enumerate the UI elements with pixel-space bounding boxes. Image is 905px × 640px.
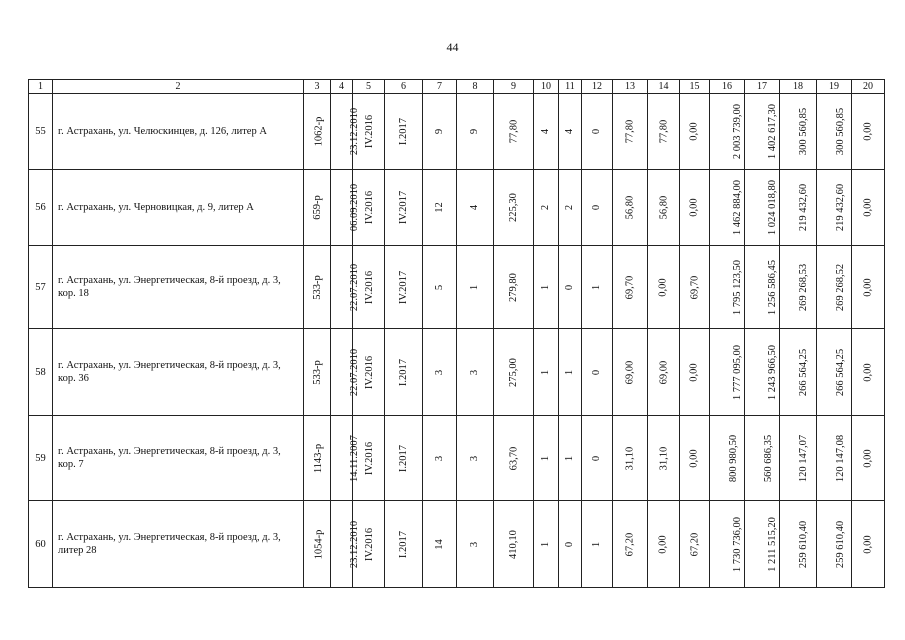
- cell-value: IV.2016: [364, 190, 376, 225]
- cell-value: 5: [434, 284, 445, 290]
- cell-cost-total: [710, 501, 745, 588]
- cell-area-relocation: [613, 94, 648, 170]
- cell-residents-total: [423, 501, 457, 588]
- cell-value: 533-р: [311, 274, 323, 300]
- cell-value: 69,70: [689, 275, 700, 299]
- cell-cost-regional: [780, 329, 817, 416]
- col-header: 4: [331, 80, 353, 94]
- cell-value: 259 610,40: [798, 520, 810, 568]
- col-header: 16: [710, 80, 745, 94]
- cell-value: 3: [469, 369, 481, 375]
- cell-rooms-other: [582, 416, 613, 501]
- cell-value: 259 610,40: [835, 520, 847, 568]
- cell-value: 0,00: [862, 277, 874, 297]
- cell-rooms-owned: [559, 416, 582, 501]
- cell-cost-extra: [852, 501, 885, 588]
- cell-residents-relocated: [457, 501, 494, 588]
- cell-value: 23.12.2010: [349, 107, 361, 156]
- cell-value: 1 211 515,20: [766, 516, 778, 572]
- col-header: 9: [494, 80, 534, 94]
- cell-value: 1: [469, 284, 481, 290]
- col-header: 11: [559, 80, 582, 94]
- cell-value: 0: [591, 128, 603, 135]
- cell-row-number: 56: [29, 170, 53, 246]
- cell-residents-total: [423, 416, 457, 501]
- col-header: 10: [534, 80, 559, 94]
- cell-value: 31,10: [658, 446, 669, 470]
- cell-value: I.2017: [398, 117, 409, 146]
- cell-value: 1 730 736,00: [732, 516, 744, 572]
- cell-cost-total: [710, 329, 745, 416]
- cell-decision-date: [331, 170, 361, 246]
- cell-cost-local: [817, 329, 852, 416]
- cell-area-owned: [648, 416, 680, 501]
- cell-area-owned: [648, 246, 680, 329]
- cell-value: 0,00: [689, 448, 700, 468]
- cell-value: 22.07.2010: [349, 263, 361, 311]
- cell-cost-local: [817, 94, 852, 170]
- cell-value: 06.09.2010: [349, 183, 361, 232]
- cell-value: 69,00: [658, 360, 669, 384]
- cell-value: 120 147,08: [835, 434, 847, 482]
- cell-value: 9: [469, 128, 481, 135]
- cell-value: 269 268,52: [835, 263, 847, 311]
- cell-address: г. Астрахань, ул. Энергетическая, 8-й проезд, д. 3, кор. 36: [53, 329, 304, 416]
- cell-area-other: [680, 170, 710, 246]
- cell-value: 1: [591, 284, 603, 290]
- cell-value: 3: [469, 541, 481, 547]
- cell-cost-fund: [745, 329, 780, 416]
- cell-cost-local: [817, 170, 852, 246]
- col-header: 3: [304, 80, 331, 94]
- cell-rooms-owned: [559, 501, 582, 588]
- cell-decision-number: [304, 170, 331, 246]
- cell-value: 0,00: [689, 198, 700, 217]
- cell-value: 1062-р: [313, 116, 325, 147]
- cell-residents-relocated: [457, 329, 494, 416]
- cell-area-other: [680, 246, 710, 329]
- cell-decision-number: [304, 94, 331, 170]
- cell-residents-total: [423, 246, 457, 329]
- cell-value: I.2017: [398, 530, 409, 558]
- table-row: [29, 246, 885, 329]
- cell-value: 1: [540, 369, 552, 375]
- cell-value: 225,30: [508, 193, 519, 222]
- cell-decision-number: [304, 416, 331, 501]
- cell-value: 0,00: [658, 277, 669, 297]
- cell-value: 56,80: [658, 195, 669, 220]
- cell-address: г. Астрахань, ул. Энергетическая, 8-й проезд, д. 3, литер 28: [53, 501, 304, 588]
- cell-value: IV.2016: [364, 355, 376, 389]
- cell-value: 4: [540, 128, 552, 135]
- cell-row-number: 59: [29, 416, 53, 501]
- col-header: 20: [852, 80, 885, 94]
- cell-address: г. Астрахань, ул. Челюскинцев, д. 126, литер А: [53, 94, 304, 170]
- cell-row-number: 60: [29, 501, 53, 588]
- cell-value: 1 777 095,00: [732, 344, 744, 400]
- cell-value: 533-р: [311, 359, 323, 385]
- cell-area-other: [680, 416, 710, 501]
- cell-decision-number: [304, 329, 331, 416]
- cell-value: 219 432,60: [835, 183, 847, 232]
- col-header: 19: [817, 80, 852, 94]
- cell-value: 1: [591, 541, 603, 547]
- cell-value: 1143-р: [313, 443, 325, 473]
- cell-cost-regional: [780, 416, 817, 501]
- header-row: [29, 80, 885, 94]
- cell-value: 2: [564, 204, 576, 211]
- cell-value: 14: [434, 538, 445, 550]
- cell-value: 1: [564, 369, 576, 375]
- cell-rooms-total: [534, 94, 559, 170]
- cell-decision-date: [331, 94, 361, 170]
- cell-cost-local: [817, 501, 852, 588]
- col-header: 6: [385, 80, 423, 94]
- cell-value: I.2017: [398, 444, 409, 472]
- cell-value: 4: [564, 128, 576, 135]
- cell-value: I.2017: [398, 358, 409, 386]
- col-header: 18: [780, 80, 817, 94]
- col-header: 8: [457, 80, 494, 94]
- cell-value: 31,10: [624, 446, 636, 470]
- cell-address: г. Астрахань, ул. Черновицкая, д. 9, литер А: [53, 170, 304, 246]
- cell-end-period: [385, 170, 423, 246]
- table-row: [29, 416, 885, 501]
- cell-value: 1 795 123,50: [732, 259, 744, 315]
- cell-value: 0,00: [862, 362, 874, 382]
- cell-value: 77,80: [658, 119, 669, 144]
- cell-value: 0,00: [689, 362, 700, 382]
- cell-area-owned: [648, 329, 680, 416]
- cell-value: 67,20: [624, 532, 636, 556]
- cell-value: 12: [434, 202, 445, 213]
- col-header: 1: [29, 80, 53, 94]
- cell-area-total: [494, 329, 534, 416]
- cell-area-owned: [648, 94, 680, 170]
- cell-value: 2: [540, 204, 552, 211]
- cell-value: 1: [540, 541, 552, 547]
- cell-value: 560 686,35: [763, 434, 775, 482]
- cell-end-period: [385, 416, 423, 501]
- cell-rooms-owned: [559, 94, 582, 170]
- cell-value: 1: [540, 284, 552, 290]
- cell-decision-date: [331, 501, 361, 588]
- cell-value: 410,10: [508, 529, 519, 559]
- cell-area-relocation: [613, 501, 648, 588]
- cell-value: 275,00: [508, 357, 519, 387]
- cell-value: 3: [434, 455, 445, 461]
- cell-value: 659-р: [311, 195, 323, 220]
- cell-residents-relocated: [457, 246, 494, 329]
- cell-value: 0,00: [658, 534, 669, 554]
- table-row: [29, 94, 885, 170]
- cell-value: 2 003 739,00: [732, 103, 744, 160]
- cell-value: IV.2016: [364, 270, 376, 304]
- cell-cost-regional: [780, 170, 817, 246]
- cell-rooms-total: [534, 329, 559, 416]
- cell-value: 69,70: [624, 275, 636, 299]
- cell-value: 1 024 018,80: [767, 179, 779, 236]
- cell-value: 279,80: [508, 272, 519, 302]
- cell-value: 1054-р: [313, 529, 325, 559]
- cell-value: 0,00: [862, 448, 874, 468]
- cell-value: 0,00: [862, 198, 874, 217]
- cell-value: 1: [564, 455, 576, 461]
- cell-value: 120 147,07: [798, 434, 810, 482]
- cell-value: 0: [591, 455, 603, 461]
- cell-value: 1 402 617,30: [767, 103, 779, 160]
- housing-register-table: [28, 79, 885, 588]
- col-header: 15: [680, 80, 710, 94]
- cell-value: 0: [564, 541, 576, 547]
- cell-cost-fund: [745, 170, 780, 246]
- cell-row-number: 58: [29, 329, 53, 416]
- cell-value: IV.2016: [364, 114, 376, 149]
- cell-area-total: [494, 501, 534, 588]
- cell-cost-regional: [780, 94, 817, 170]
- cell-value: 23.12.2010: [349, 520, 361, 568]
- cell-rooms-total: [534, 501, 559, 588]
- cell-rooms-total: [534, 170, 559, 246]
- cell-value: IV.2016: [364, 527, 376, 561]
- cell-value: 3: [469, 455, 481, 461]
- cell-value: 266 564,25: [835, 348, 847, 396]
- cell-value: 14.11.2007: [348, 434, 360, 482]
- cell-area-owned: [648, 501, 680, 588]
- cell-value: IV.2017: [397, 190, 409, 225]
- cell-value: 1 243 966,50: [767, 344, 779, 400]
- cell-value: 4: [469, 204, 481, 211]
- cell-end-period: [385, 329, 423, 416]
- cell-decision-number: [304, 501, 331, 588]
- cell-area-owned: [648, 170, 680, 246]
- cell-value: 9: [434, 128, 445, 135]
- cell-value: 300 560,85: [798, 107, 810, 156]
- cell-decision-date: [331, 329, 361, 416]
- cell-cost-extra: [852, 170, 885, 246]
- cell-value: 1: [540, 455, 552, 461]
- cell-end-period: [385, 94, 423, 170]
- cell-value: 0: [591, 204, 603, 211]
- cell-value: 0: [564, 284, 576, 290]
- cell-cost-total: [710, 416, 745, 501]
- cell-value: 77,80: [508, 119, 519, 144]
- cell-value: IV.2017: [397, 270, 409, 304]
- col-header: 14: [648, 80, 680, 94]
- cell-rooms-owned: [559, 246, 582, 329]
- cell-rooms-total: [534, 246, 559, 329]
- cell-value: 22.07.2010: [349, 348, 361, 396]
- cell-value: 3: [434, 369, 445, 375]
- cell-rooms-other: [582, 94, 613, 170]
- cell-value: 0,00: [689, 122, 700, 141]
- cell-residents-relocated: [457, 170, 494, 246]
- cell-cost-fund: [745, 501, 780, 588]
- cell-residents-total: [423, 94, 457, 170]
- table-row: [29, 170, 885, 246]
- cell-area-other: [680, 329, 710, 416]
- cell-cost-fund: [745, 416, 780, 501]
- cell-end-period: [385, 246, 423, 329]
- cell-rooms-other: [582, 246, 613, 329]
- cell-value: IV.2016: [364, 441, 376, 475]
- cell-decision-number: [304, 246, 331, 329]
- cell-area-relocation: [613, 416, 648, 501]
- cell-row-number: 55: [29, 94, 53, 170]
- cell-value: 1 462 884,00: [732, 179, 744, 236]
- cell-area-other: [680, 94, 710, 170]
- cell-cost-total: [710, 246, 745, 329]
- cell-value: 77,80: [624, 119, 636, 144]
- cell-residents-relocated: [457, 94, 494, 170]
- cell-residents-total: [423, 170, 457, 246]
- cell-residents-relocated: [457, 416, 494, 501]
- cell-rooms-other: [582, 329, 613, 416]
- cell-value: 800 980,50: [728, 434, 740, 482]
- cell-row-number: 57: [29, 246, 53, 329]
- cell-decision-date: [331, 246, 361, 329]
- cell-area-total: [494, 246, 534, 329]
- cell-value: 56,80: [624, 195, 636, 220]
- col-header: 7: [423, 80, 457, 94]
- cell-cost-local: [817, 416, 852, 501]
- cell-value: 219 432,60: [798, 183, 810, 232]
- cell-value: 67,20: [689, 532, 700, 556]
- col-header: 13: [613, 80, 648, 94]
- cell-value: 1 256 586,45: [767, 259, 779, 315]
- col-header: 2: [53, 80, 304, 94]
- cell-decision-date: [331, 416, 360, 501]
- col-header: 12: [582, 80, 613, 94]
- col-header: 17: [745, 80, 780, 94]
- cell-end-period: [385, 501, 423, 588]
- cell-area-other: [680, 501, 710, 588]
- table-row: [29, 329, 885, 416]
- cell-residents-total: [423, 329, 457, 416]
- col-header: 5: [353, 80, 385, 94]
- cell-rooms-owned: [559, 170, 582, 246]
- cell-cost-extra: [852, 329, 885, 416]
- cell-cost-extra: [852, 246, 885, 329]
- cell-value: 63,70: [508, 446, 519, 470]
- cell-area-total: [494, 170, 534, 246]
- cell-area-total: [494, 94, 534, 170]
- cell-address: г. Астрахань, ул. Энергетическая, 8-й проезд, д. 3, кор. 18: [53, 246, 304, 329]
- cell-cost-total: [710, 94, 745, 170]
- cell-value: 69,00: [624, 360, 636, 384]
- table-row: [29, 501, 885, 588]
- cell-rooms-other: [582, 170, 613, 246]
- cell-area-relocation: [613, 329, 648, 416]
- cell-value: 0: [591, 369, 603, 375]
- cell-cost-regional: [780, 246, 817, 329]
- cell-cost-extra: [852, 416, 885, 501]
- cell-area-total: [494, 416, 534, 501]
- cell-value: 300 560,85: [835, 107, 847, 156]
- cell-value: 0,00: [862, 122, 874, 141]
- cell-cost-regional: [780, 501, 817, 588]
- cell-value: 266 564,25: [798, 348, 810, 396]
- cell-rooms-total: [534, 416, 559, 501]
- cell-area-relocation: [613, 170, 648, 246]
- cell-area-relocation: [613, 246, 648, 329]
- page-number: 44: [446, 40, 459, 54]
- cell-cost-extra: [852, 94, 885, 170]
- cell-rooms-owned: [559, 329, 582, 416]
- cell-rooms-other: [582, 501, 613, 588]
- cell-cost-total: [710, 170, 745, 246]
- cell-value: 0,00: [862, 534, 874, 554]
- cell-value: 269 268,53: [798, 263, 810, 311]
- cell-cost-local: [817, 246, 852, 329]
- cell-cost-fund: [745, 94, 780, 170]
- cell-cost-fund: [745, 246, 780, 329]
- cell-address: г. Астрахань, ул. Энергетическая, 8-й проезд, д. 3, кор. 7: [53, 416, 304, 501]
